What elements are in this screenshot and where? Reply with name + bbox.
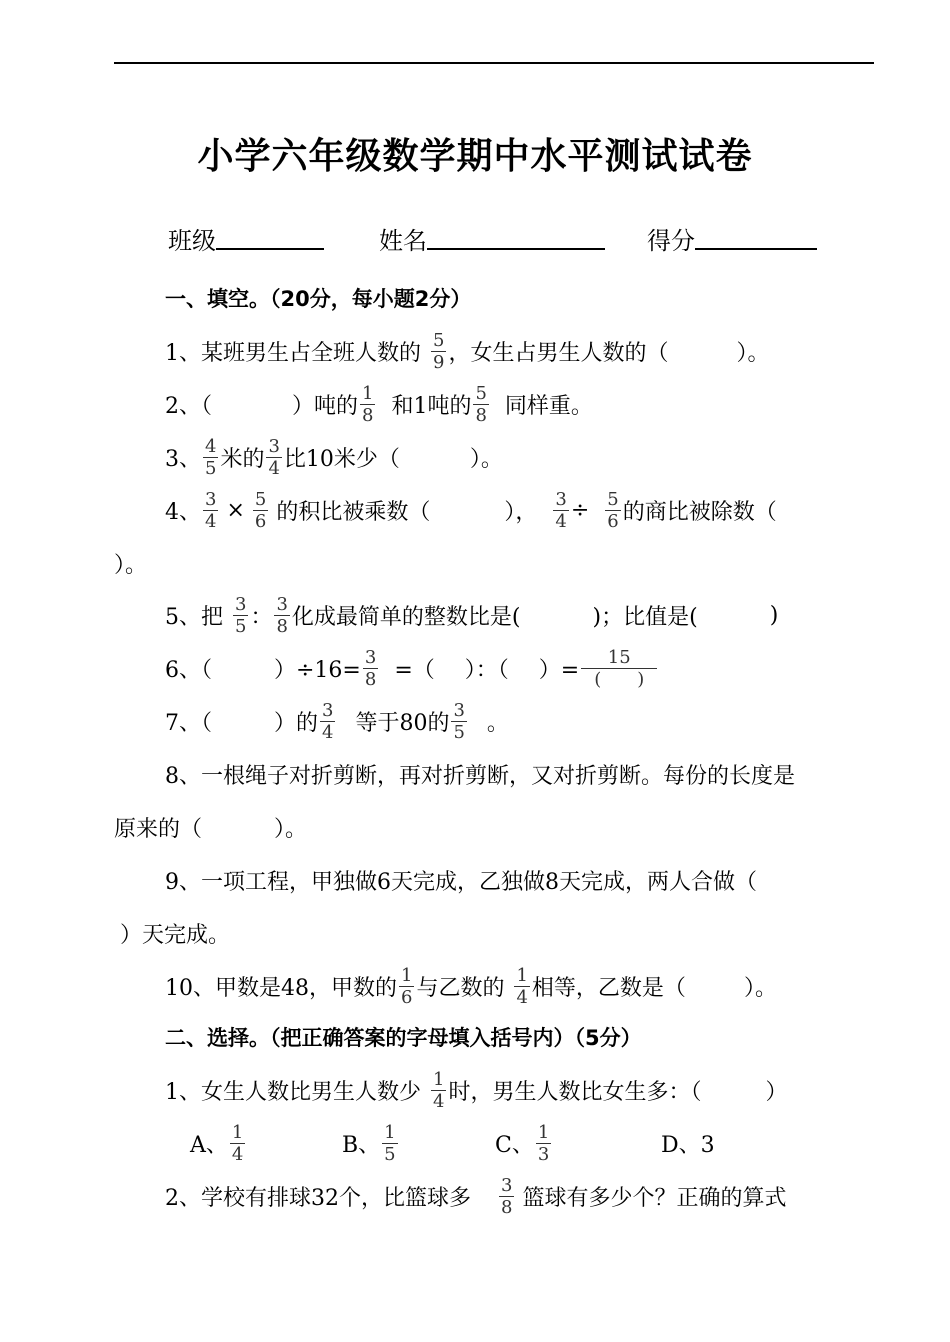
question-1-9 [165,854,757,906]
fraction: $\frac{3}{8}$ [276,593,288,637]
section2-heading: 二、选择。（把正确答案的字母填入括号内）（5分） [165,1026,642,1050]
fraction: $\frac{3}{4}$ [555,488,567,532]
fraction: $\frac{1}{6}$ [401,964,413,1008]
fraction: $\frac{3}{4}$ [268,435,280,479]
q5-text-c: )；比值是( [592,604,698,630]
option-d[interactable]: D、3 [661,1132,715,1158]
class-field[interactable] [216,226,324,250]
ratio-colon: ： [250,604,273,630]
fraction: $\frac{3}{4}$ [205,488,217,532]
option-b[interactable]: B、 $\frac{1}{5}$ [342,1121,396,1165]
s2q1-text-b: 时，男生人数比女生多：（ [448,1079,702,1105]
q1-text-b: ，女生占男生人数的（ [448,340,669,366]
options-row [190,1117,715,1169]
q10-text-b: 与乙数的 [416,975,505,1001]
question-2-2 [165,1170,786,1222]
q8-text-a: 8、一根绳子对折剪断，再对折剪断，又对折剪断。每份的长度是 [165,763,795,789]
question-1-7 [165,695,509,747]
q4-text-d: 的商比被除数（ [622,499,777,525]
q5-text-b: 化成最简单的整数比是( [291,604,521,630]
q3-text-a: 3、 [165,446,201,472]
divide-sign: ÷ [570,497,590,523]
question-1-1 [165,325,769,377]
student-info-row [168,212,817,264]
question-1-5 [165,589,778,641]
q2-text-b: ）吨的 [292,393,359,419]
question-1-8-cont [114,801,307,853]
fraction: $\frac{1}{4}$ [516,964,528,1008]
option-c[interactable]: C、 $\frac{1}{3}$ [495,1121,550,1165]
q10-text-a: 10、甲数是48，甲数的 [165,975,397,1001]
question-1-8 [165,748,795,800]
section1-heading: 一、填空。（20分，每小题2分） [165,287,472,311]
s2q1-text-a: 1、女生人数比男生人数少 [165,1079,421,1105]
q3-text-c: 比10米少（ [283,446,400,472]
fraction: $\frac{5}{6}$ [254,488,267,532]
fraction: $\frac{1}{8}$ [362,382,374,426]
q4-text-a: 4、 [165,499,201,525]
multiply-sign: × [226,497,245,523]
q2-text-c: 和1吨的 [391,393,472,419]
fraction: $\frac{5}{9}$ [433,329,445,373]
q2-text-d: 同样重。 [504,393,593,419]
fraction: $\frac{15}{( )}$ [581,648,657,689]
q6-text-e: ）= [538,657,580,683]
q10-text-c: 相等，乙数是（ [531,975,686,1001]
fraction: $\frac{5}{6}$ [607,488,619,532]
q4-text-c: ）， [504,499,538,525]
s2q2-text-a: 2、学校有排球32个，比篮球多 [165,1185,471,1211]
q7-text-a: 7、（ [165,710,212,736]
q9-text-b: ）天完成。 [120,922,231,948]
q6-text-d: ）：（ [464,657,509,683]
q7-text-c: 等于80的 [355,710,450,736]
q6-text-a: 6、（ [165,657,212,683]
q5-text-d: ) [769,602,779,628]
s2q1-text-c: ） [765,1079,788,1105]
fraction: $\frac{1}{3}$ [537,1121,550,1165]
s2q2-text-b: 篮球有多少个？正确的算式 [522,1185,787,1211]
question-1-4-cont [114,537,147,589]
q4-text-b: 的积比被乘数（ [276,499,431,525]
question-1-9-cont [120,907,230,959]
question-1-6 [165,642,659,694]
fraction: $\frac{5}{8}$ [475,382,487,426]
q7-text-b: ）的 [274,710,319,736]
question-1-3 [165,431,503,483]
fraction: $\frac{1}{4}$ [231,1121,244,1165]
q9-text-a: 9、一项工程，甲独做6天完成，乙独做8天完成，两人合做（ [165,869,757,895]
fraction: $\frac{1}{5}$ [384,1121,396,1165]
fraction: $\frac{3}{5}$ [453,699,465,743]
q8-text-c: ）。 [274,816,308,842]
fraction: $\frac{3}{5}$ [235,593,247,637]
option-a[interactable]: A、 $\frac{1}{4}$ [190,1121,244,1165]
name-label: 姓名 [379,226,427,255]
fraction: $\frac{3}{4}$ [322,699,334,743]
q1-text-c: ）。 [736,340,770,366]
fraction: $\frac{1}{4}$ [433,1068,445,1112]
q5-text-a: 5、把 [165,604,223,630]
question-1-10 [165,960,777,1012]
fraction: $\frac{4}{5}$ [205,435,217,479]
q6-text-c: =（ [394,657,435,683]
score-field[interactable] [695,226,817,250]
fraction: $\frac{3}{8}$ [364,646,377,690]
q6-text-b: ）÷16= [274,657,361,683]
question-2-1 [165,1064,787,1116]
q8-text-b: 原来的（ [114,816,203,842]
q7-text-d: 。 [486,710,509,736]
question-1-4 [165,484,777,536]
q4-text-e: ）。 [114,552,148,578]
question-1-2 [165,378,593,430]
name-field[interactable] [427,226,605,250]
q10-text-d: ）。 [743,975,777,1001]
fraction: $\frac{3}{8}$ [501,1174,513,1218]
score-label: 得分 [647,226,695,255]
q3-text-d: ）。 [469,446,503,472]
page-title: 小学六年级数学期中水平测试试卷 [197,136,753,177]
top-rule [114,62,874,64]
q3-text-b: 米的 [220,446,265,472]
q1-text-a: 1、某班男生占全班人数的 [165,340,421,366]
q2-text-a: 2、（ [165,393,212,419]
class-label: 班级 [168,226,216,255]
